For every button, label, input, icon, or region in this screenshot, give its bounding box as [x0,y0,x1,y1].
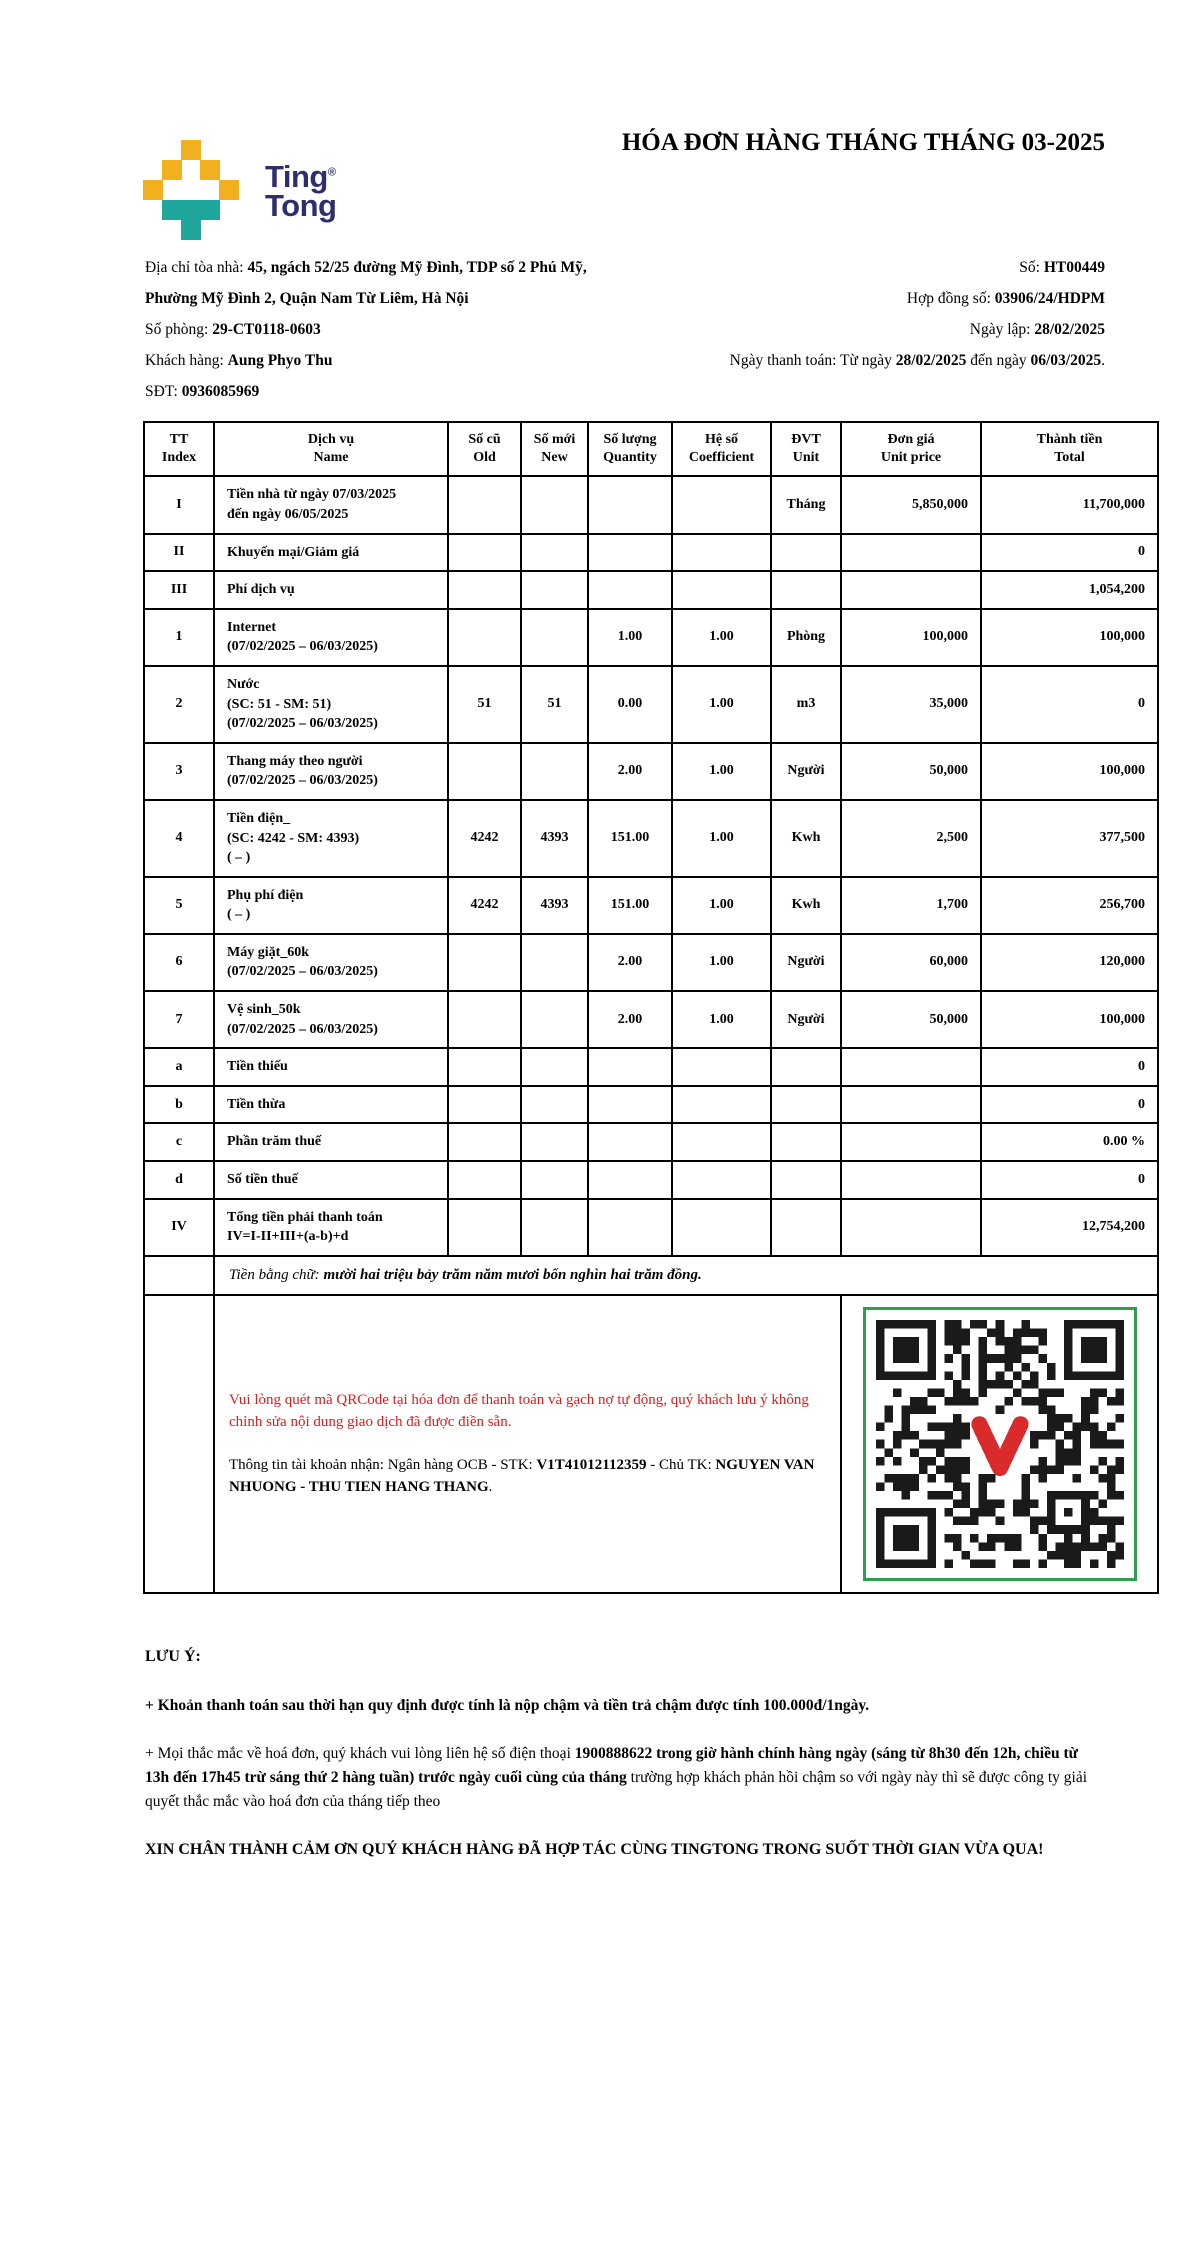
column-header [588,422,672,476]
cell-total: 100,000 [981,743,1158,800]
cell-old [448,1086,521,1124]
meta-line [630,283,1105,314]
service-name-line: Thang máy theo người [227,753,363,769]
cell-unit-price [841,534,981,572]
text-segment: . [488,1479,493,1496]
cell-unit-price: 60,000 [841,934,981,991]
cell-index: 5 [144,877,214,934]
invoice-table [143,421,1159,1594]
cell-quantity: 151.00 [588,800,672,877]
cell-quantity: 2.00 [588,934,672,991]
column-header-text: ĐVT [791,432,821,447]
invoice-table-footer [144,1256,1158,1593]
bank-account-info [229,1454,826,1499]
logo-pixel [181,140,201,160]
text-segment: 03906/24/HDPM [994,290,1105,307]
meta-line [145,252,620,314]
text-segment: Số: [1019,259,1044,276]
cell-new [521,934,588,991]
cell-unit-price: 50,000 [841,743,981,800]
cell-quantity [588,1199,672,1256]
cell-quantity: 2.00 [588,743,672,800]
cell-service-name [214,609,448,666]
service-name-line: Phần trăm thuế [227,1134,322,1150]
service-name-line: Tiền thiếu [227,1059,288,1075]
cell-old [448,1123,521,1161]
cell-quantity [588,1161,672,1199]
meta-line [145,376,620,407]
table-row [144,534,1158,572]
column-header-text: Dịch vụ [307,432,355,447]
cell-coefficient: 1.00 [672,743,771,800]
cell-old [448,1199,521,1256]
cell-coefficient: 1.00 [672,877,771,934]
logo-wordmark [265,159,337,224]
cell-coefficient [672,1161,771,1199]
cell-old [448,476,521,533]
column-header [672,422,771,476]
cell-unit-price: 35,000 [841,666,981,743]
cell-new [521,1086,588,1124]
service-name-line: Phí dịch vụ [227,582,295,598]
text-segment: HT00449 [1043,259,1105,276]
cell-coefficient [672,1199,771,1256]
header [0,0,1200,240]
cell-quantity: 1.00 [588,609,672,666]
cell-service-name [214,1086,448,1124]
cell-index: IV [144,1199,214,1256]
service-name-line: IV=I-II+III+(a-b)+d [227,1229,349,1245]
cell-unit-price: 5,850,000 [841,476,981,533]
column-header-text: Name [313,450,349,466]
meta-left-column [145,252,620,407]
text-segment: Số phòng: [145,321,213,338]
service-name-line: Tiền nhà từ ngày 07/03/2025 [227,487,397,503]
tingtong-logo-icon [143,140,238,240]
text-segment: 29-CT0118-0603 [212,321,321,338]
meta-line [630,314,1105,345]
text-segment: + Mọi thắc mắc về hoá đơn, quý khách vui lòng liên hệ số điện thoại [145,1744,575,1762]
cell-old [448,534,521,572]
payment-qr-code [876,1320,1124,1568]
service-name-line: (07/02/2025 – 06/03/2025) [227,639,378,655]
text-segment: trước ngày cuối cùng của tháng [418,1768,627,1786]
column-header [448,422,521,476]
service-name-line: Internet [227,619,276,635]
cell-unit [771,1199,841,1256]
meta-line [630,252,1105,283]
cell-total: 0 [981,1161,1158,1199]
meta-line [145,345,620,376]
cell-old [448,934,521,991]
service-name-line: (SC: 51 - SM: 51) [227,696,332,712]
cell-index: d [144,1161,214,1199]
text-segment: . [1101,352,1105,369]
cell-old [448,991,521,1048]
cell-old [448,1161,521,1199]
cell-coefficient: 1.00 [672,934,771,991]
table-row [144,609,1158,666]
column-header-text: Số cũ [468,432,501,447]
notes-list [145,1694,1105,1814]
cell-index: 4 [144,800,214,877]
logo-pixel [162,200,220,220]
logo-pixel [219,180,239,200]
cell-index: 3 [144,743,214,800]
cell-service-name [214,1199,448,1256]
cell-new [521,476,588,533]
cell-unit-price: 100,000 [841,609,981,666]
cell-index: III [144,571,214,609]
service-name-line: (07/02/2025 – 06/03/2025) [227,964,378,980]
cell-unit-price [841,1048,981,1086]
service-name-line: Tổng tiền phải thanh toán [227,1209,383,1225]
cell-unit: Kwh [771,800,841,877]
cell-index: 2 [144,666,214,743]
cell-index: I [144,476,214,533]
cell-new: 4393 [521,877,588,934]
cell-total: 100,000 [981,609,1158,666]
qr-code-cell [841,1295,1158,1593]
cell-old [448,609,521,666]
cell-index: II [144,534,214,572]
text-segment: 28/02/2025 [895,352,967,369]
cell-new [521,571,588,609]
cell-quantity: 151.00 [588,877,672,934]
cell-service-name [214,877,448,934]
text-segment: Thông tin tài khoản nhận: Ngân hàng OCB - STK: [229,1456,537,1473]
cell-index: 6 [144,934,214,991]
table-row [144,1161,1158,1199]
cell-new [521,1123,588,1161]
cell-quantity [588,1048,672,1086]
amount-in-words-cell [214,1256,1158,1295]
cell-index: 7 [144,991,214,1048]
cell-unit [771,1123,841,1161]
cell-new [521,1048,588,1086]
tingtong-logo [143,140,336,240]
qr-warning-text: Vui lòng quét mã QRCode tại hóa đơn để thanh toán và gạch nợ tự động, quý khách lưu ý không chỉnh sửa nội dung giao dịch đã được điền sẵn. [229,1391,809,1431]
table-row [144,743,1158,800]
text-segment: 28/02/2025 [1034,321,1105,338]
cell-total: 120,000 [981,934,1158,991]
column-header-text: New [541,450,568,466]
cell-total: 0 [981,1086,1158,1124]
cell-coefficient [672,1086,771,1124]
table-row [144,1048,1158,1086]
cell-unit [771,1161,841,1199]
cell-unit [771,534,841,572]
cell-coefficient [672,534,771,572]
table-row [144,1123,1158,1161]
cell-coefficient [672,476,771,533]
cell-total: 0 [981,666,1158,743]
text-segment: Hợp đồng số: [906,290,995,307]
table-row [144,571,1158,609]
cell-unit [771,571,841,609]
cell-unit: m3 [771,666,841,743]
service-name-line: Tiền thừa [227,1096,286,1112]
column-header-text: Số mới [533,432,576,447]
column-header-text: Số lượng [603,432,657,447]
table-header-row [144,422,1158,476]
cell-coefficient [672,571,771,609]
text-segment: + Khoản thanh toán sau thời hạn quy định được tính là nộp chậm và tiền trả chậm được tính 100.000đ/1ngày. [145,1696,870,1714]
table-row [144,800,1158,877]
amount-in-words-row [144,1256,1158,1295]
cell-unit-price [841,1199,981,1256]
text-segment: V1T41012112359 [536,1456,647,1473]
cell-new [521,534,588,572]
text-segment: trường hợp khách phản hồi chậm so với ngày này thì sẽ được công ty giải quyết thắc mắc vào hoá đơn của tháng tiếp theo [145,1768,1088,1810]
column-header-text: Unit price [880,450,942,466]
column-header-text: Thành tiền [1036,432,1103,447]
cell-unit-price [841,1161,981,1199]
cell-service-name [214,991,448,1048]
cell-unit: Người [771,934,841,991]
meta-right-column [630,252,1105,407]
cell-quantity: 2.00 [588,991,672,1048]
cell-total: 1,054,200 [981,571,1158,609]
payment-instructions-cell [214,1295,841,1593]
column-header [841,422,981,476]
cell-total: 377,500 [981,800,1158,877]
service-name-line: (07/02/2025 – 06/03/2025) [227,716,378,732]
amount-in-words-label: Tiền bằng chữ: [229,1266,324,1283]
column-header-text: Old [473,450,496,466]
text-segment: Ngày thanh toán: Từ ngày [729,352,896,369]
cell-index: b [144,1086,214,1124]
service-name-line: Số tiền thuế [227,1172,298,1188]
cell-service-name [214,1123,448,1161]
cell-new [521,609,588,666]
column-header-text: Index [161,450,197,466]
cell-index: a [144,1048,214,1086]
service-name-line: Khuyến mại/Giảm giá [227,544,360,560]
logo-line2: Tong [265,188,337,224]
service-name-line: Nước [227,676,260,692]
cell-quantity [588,534,672,572]
cell-total: 0.00 % [981,1123,1158,1161]
logo-pixel [143,180,163,200]
table-row [144,934,1158,991]
cell-service-name [214,571,448,609]
cell-coefficient: 1.00 [672,991,771,1048]
empty-cell [144,1295,214,1593]
cell-unit-price: 50,000 [841,991,981,1048]
cell-coefficient [672,1048,771,1086]
logo-pixel [181,220,201,240]
cell-unit: Người [771,743,841,800]
cell-unit: Người [771,991,841,1048]
cell-new [521,991,588,1048]
service-name-line: (07/02/2025 – 06/03/2025) [227,773,378,789]
service-name-line: (07/02/2025 – 06/03/2025) [227,1021,378,1037]
cell-new [521,1161,588,1199]
cell-quantity [588,571,672,609]
cell-unit-price [841,1123,981,1161]
cell-old [448,1048,521,1086]
cell-coefficient [672,1123,771,1161]
column-header [771,422,841,476]
cell-total: 0 [981,1048,1158,1086]
table-row [144,1199,1158,1256]
cell-new: 4393 [521,800,588,877]
column-header [981,422,1158,476]
text-segment: 1900888622 trong giờ hành chính hàng ngày (sáng từ 8h30 đến 12h, chiều từ 13h đến 17h45 trừ sáng thứ 2 hàng tuần) [145,1744,1078,1786]
column-header-text: TT [169,432,189,447]
cell-coefficient: 1.00 [672,609,771,666]
text-segment: đến ngày [966,352,1031,369]
text-segment: 45, ngách 52/25 đường Mỹ Đình, TDP số 2 Phú Mỹ, Phường Mỹ Đình 2, Quận Nam Từ Liêm, Hà Nội [145,259,587,307]
service-name-line: Tiền điện_ [227,810,291,826]
column-header-text: Unit [792,450,820,466]
table-row [144,991,1158,1048]
empty-cell [144,1256,214,1295]
cell-old: 4242 [448,800,521,877]
service-name-line: ( – ) [227,907,251,923]
text-segment: Địa chỉ tòa nhà: [145,259,248,276]
cell-service-name [214,476,448,533]
registered-mark: ® [327,166,336,179]
cell-service-name [214,1161,448,1199]
cell-old [448,743,521,800]
text-segment: SĐT: [145,383,182,400]
cell-unit-price [841,1086,981,1124]
text-segment: - Chủ TK: [646,1456,716,1473]
meta-line [630,345,1105,376]
cell-unit [771,1086,841,1124]
cell-index: 1 [144,609,214,666]
cell-service-name [214,534,448,572]
column-header [144,422,214,476]
cell-unit [771,1048,841,1086]
footer-notes [145,1648,1105,1862]
service-name-line: đến ngày 06/05/2025 [227,506,349,522]
cell-old: 4242 [448,877,521,934]
invoice-title: HÓA ĐƠN HÀNG THÁNG THÁNG 03-2025 [621,129,1105,156]
cell-service-name [214,666,448,743]
text-segment: Aung Phyo Thu [227,352,333,369]
cell-service-name [214,1048,448,1086]
footer-note [145,1694,1105,1718]
cell-old [448,571,521,609]
service-name-line: ( – ) [227,850,251,866]
cell-service-name [214,934,448,991]
logo-line1: Ting [265,159,328,194]
invoice-meta [0,240,1200,407]
cell-new: 51 [521,666,588,743]
table-row [144,666,1158,743]
column-header [214,422,448,476]
invoice-table-body [144,476,1158,1255]
logo-pixel [162,160,182,180]
table-row [144,1086,1158,1124]
cell-old: 51 [448,666,521,743]
cell-unit-price: 2,500 [841,800,981,877]
column-header-text: Quantity [603,450,657,466]
amount-in-words-value: mười hai triệu bảy trăm năm mươi bốn nghìn hai trăm đồng. [323,1266,702,1283]
cell-coefficient: 1.00 [672,800,771,877]
qr-code-frame [863,1307,1137,1581]
cell-total: 256,700 [981,877,1158,934]
cell-coefficient: 1.00 [672,666,771,743]
cell-total: 11,700,000 [981,476,1158,533]
logo-pixel [200,160,220,180]
cell-total: 12,754,200 [981,1199,1158,1256]
cell-unit-price: 1,700 [841,877,981,934]
column-header-text: Total [1054,450,1085,466]
text-segment: 0936085969 [181,383,260,400]
meta-line [145,314,620,345]
qr-row [144,1295,1158,1593]
column-header-text: Đơn giá [887,432,935,447]
service-name-line: (SC: 4242 - SM: 4393) [227,830,360,846]
table-row [144,877,1158,934]
cell-total: 100,000 [981,991,1158,1048]
notes-heading: LƯU Ý: [145,1647,201,1665]
cell-unit-price [841,571,981,609]
cell-quantity [588,476,672,533]
service-name-line: Máy giặt_60k [227,944,310,960]
cell-unit: Tháng [771,476,841,533]
cell-index: c [144,1123,214,1161]
cell-quantity [588,1123,672,1161]
cell-quantity: 0.00 [588,666,672,743]
column-header [521,422,588,476]
cell-service-name [214,743,448,800]
text-segment: Ngày lập: [969,321,1035,338]
text-segment: 06/03/2025 [1030,352,1102,369]
cell-unit: Kwh [771,877,841,934]
cell-new [521,743,588,800]
column-header-text: Coefficient [688,450,755,466]
cell-new [521,1199,588,1256]
text-segment: Khách hàng: [145,352,228,369]
text-segment: NGUYEN VAN NHUONG - THU TIEN HANG THANG [229,1456,815,1496]
cell-service-name [214,800,448,877]
service-name-line: Phụ phí điện [227,887,304,903]
cell-total: 0 [981,534,1158,572]
thank-you-message: XIN CHÂN THÀNH CẢM ƠN QUÝ KHÁCH HÀNG ĐÃ HỢP TÁC CÙNG TINGTONG TRONG SUỐT THỜI GIAN VỪA QUA! [145,1840,1044,1858]
footer-note [145,1742,1105,1814]
cell-quantity [588,1086,672,1124]
column-header-text: Hệ số [704,432,739,447]
service-name-line: Vệ sinh_50k [227,1002,301,1018]
table-row [144,476,1158,533]
cell-unit: Phòng [771,609,841,666]
